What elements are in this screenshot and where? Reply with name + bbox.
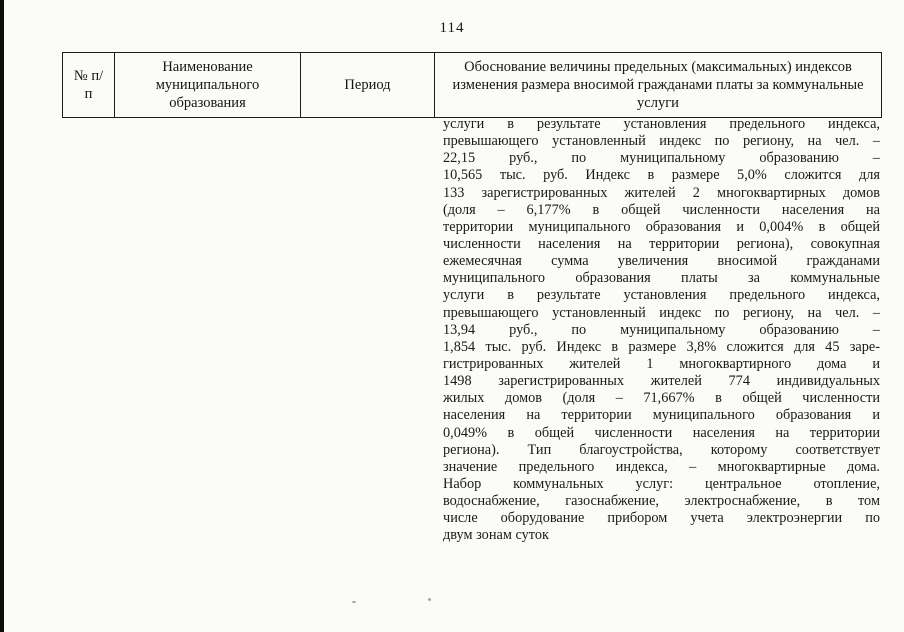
text-line: водоснабжение, газоснабжение, электроснабжение, в том [443,493,880,510]
text-line: 133 зарегистрированных жителей 2 многоквартирных домов [443,184,880,201]
text-line: гистрированных жителей 1 многоквартирного дома и [443,355,880,372]
col-header-number: № п/п [63,53,115,118]
col-header-municipality: Наименование муниципального образования [115,53,301,118]
text-line: территории муниципального образования и 0,004% в общей [443,218,880,235]
text-line: 1498 зарегистрированных жителей 774 индивидуальных [443,373,880,390]
text-line: услуги в результате установления предельного индекса, [443,287,880,304]
scan-noise [352,601,356,603]
text-line: 13,94 руб., по муниципальному образованию – [443,321,880,338]
table-header-row [63,53,882,118]
text-line: двум зонам суток [443,527,549,544]
text-line: ежемесячная сумма увеличения вносимой гражданами [443,253,880,270]
justification-text [443,116,880,545]
page-number: 114 [439,20,465,36]
text-line: превышающего установленный индекс по региону, на чел. – [443,304,880,321]
text-line: 10,565 тыс. руб. Индекс в размере 5,0% сложится для [443,167,880,184]
scan-noise [428,598,431,601]
text-line: 1,854 тыс. руб. Индекс в размере 3,8% сложится для 45 заре- [443,338,880,355]
text-line: 22,15 руб., по муниципальному образованию – [443,150,880,167]
text-line: муниципального образования платы за коммунальные [443,270,880,287]
text-line: Набор коммунальных услуг: центральное отопление, [443,475,880,492]
text-line: населения на территории муниципального образования и [443,407,880,424]
text-line: 0,049% в общей численности населения на территории [443,424,880,441]
text-line: превышающего установленный индекс по региону, на чел. – [443,133,880,150]
col-header-period: Период [301,53,435,118]
text-line: численности населения на территории региона), совокупная [443,235,880,252]
text-line: услуги в результате установления предельного индекса, [443,116,880,132]
scan-edge-line [0,0,4,632]
text-line: региона). Тип благоустройства, которому соответствует [443,441,880,458]
table-header [62,52,882,118]
text-line: значение предельного индекса, – многоквартирные дома. [443,458,880,475]
text-line: жилых домов (доля – 71,667% в общей численности [443,390,880,407]
text-line: (доля – 6,177% в общей численности населения на [443,201,880,218]
col-header-justification: Обоснование величины предельных (максимальных) индексов изменения размера вносимой гражданами платы за коммунальные услуги [435,53,882,118]
text-line: числе оборудование прибором учета электроэнергии по [443,510,880,527]
